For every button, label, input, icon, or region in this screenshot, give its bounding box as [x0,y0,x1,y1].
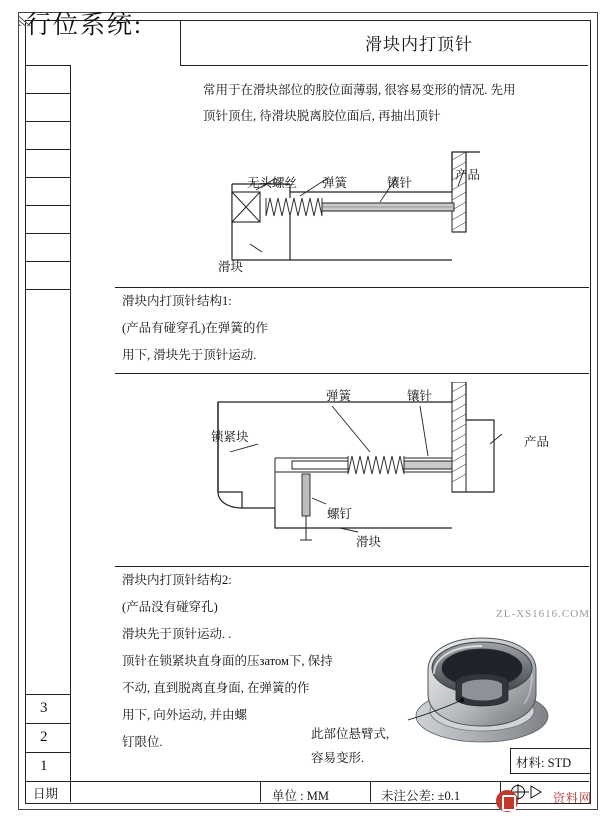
caption-1-line-2: (产品有碰穿孔)在弹簧的作 [122,321,268,335]
label-spring-2: 弹簧 [326,389,352,403]
index-column-divider [70,65,71,802]
index-row-1: 1 [40,758,48,774]
callout-line-2: 容易变形. [311,751,365,765]
label-insert-pin-1: 镶针 [387,176,413,190]
label-product-2: 产品 [524,435,550,449]
label-product-1: 产品 [455,168,481,182]
caption-1-line-3: 用下, 滑块先于顶针运动. [122,348,257,362]
caption-2-line-4: 顶针在锁紧块直身面的压затом下, 保持 [122,654,333,668]
material-label: 材料: STD [516,756,572,770]
caption-2-line-6: 用下, 向外运动, 并由螺 [122,708,248,722]
title-divider [180,21,181,65]
diagram-2-drawing [180,382,588,562]
watermark-logo-icon [496,790,518,812]
title-subtitle: 滑块内打顶针 [365,35,473,54]
caption-1-line-1: 滑块内打顶针结构1: [122,294,232,308]
date-label: 日期 [33,787,59,801]
intro-line-1: 常用于在滑块部位的胶位面薄弱, 很容易变形的情况. 先用 [203,83,516,97]
index-row-3: 3 [40,700,48,716]
caption-2-line-3: 滑块先于顶针运动. . [122,627,232,641]
page-title: 行位系统: [26,12,143,39]
label-lock-block: 锁紧块 [211,430,249,444]
caption-2-line-5: 不动, 直到脱离直身面, 在弹簧的作 [122,681,310,695]
label-set-screw: 无头螺丝 [247,176,298,190]
intro-line-2: 顶针顶住, 待滑块脱离胶位面后, 再抽出顶针 [203,109,441,123]
part-3d-render [404,608,564,753]
label-insert-pin-2: 镶针 [407,389,433,403]
callout-line-1: 此部位悬臂式, [311,727,390,741]
caption-2-line-7: 钉限位. [122,735,163,749]
watermark-bottom: 资料网 [552,791,592,805]
tolerance-label: 未注公差: ±0.1 [381,789,461,803]
label-screw: 螺钉 [327,507,353,521]
watermark-top: ZL-XS1616.COM [496,608,590,620]
label-spring-1: 弹簧 [322,176,348,190]
label-slider-1: 滑块 [218,260,244,274]
caption-2-line-2: (产品没有碰穿孔) [122,600,218,614]
label-slider-2: 滑块 [356,535,382,549]
index-row-2: 2 [40,729,48,745]
unit-label: 单位 : MM [272,789,329,803]
caption-2-line-1: 滑块内打顶针结构2: [122,573,232,587]
